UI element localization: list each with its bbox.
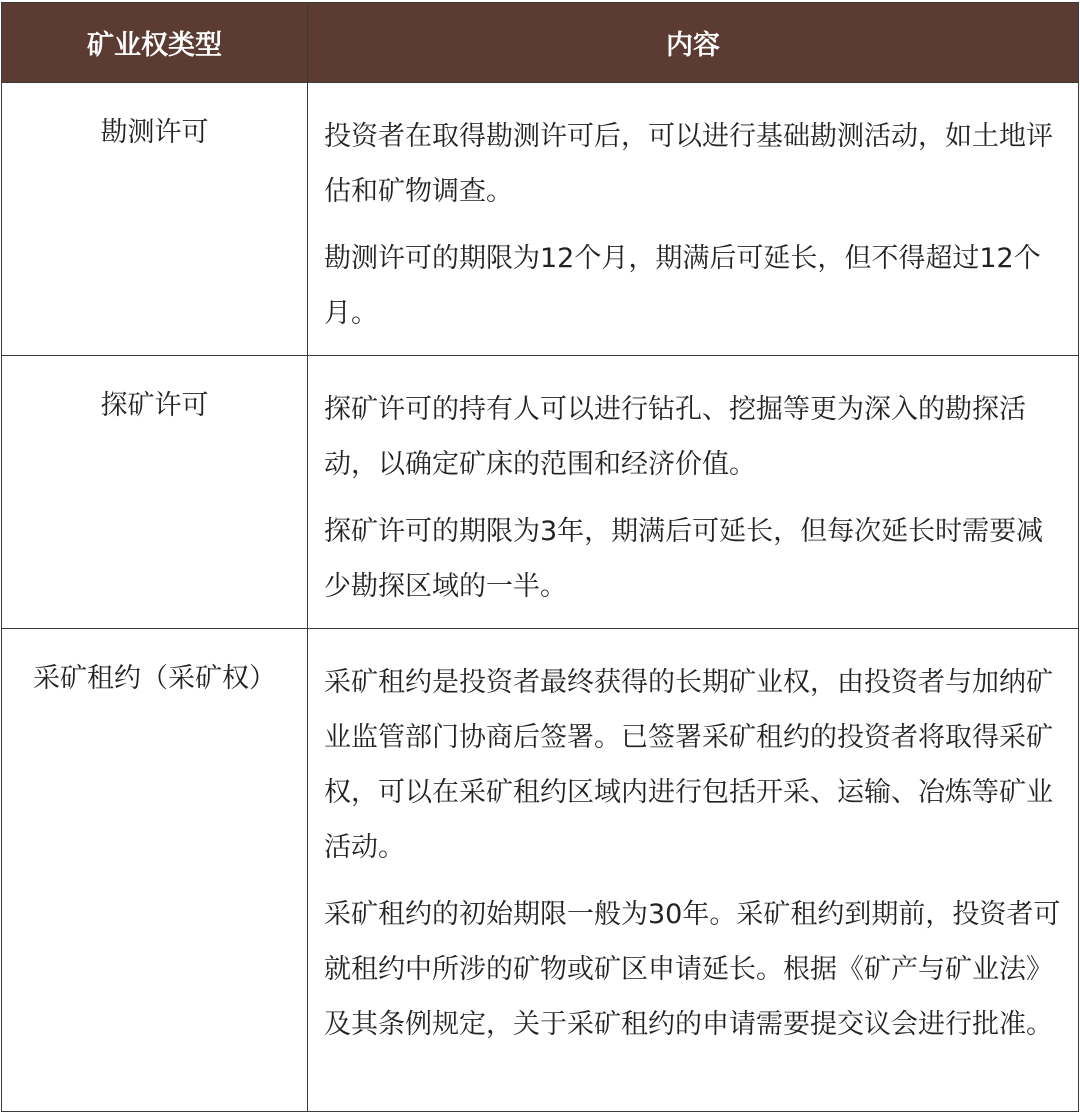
- type-cell: 勘测许可: [2, 83, 308, 356]
- header-type: 矿业权类型: [2, 3, 308, 83]
- header-row: [2, 3, 1079, 83]
- content-paragraph: 探矿许可的持有人可以进行钻孔、挖掘等更为深入的勘探活动，以确定矿床的范围和经济价值。: [324, 394, 1026, 480]
- content-paragraph: 采矿租约是投资者最终获得的长期矿业权，由投资者与加纳矿业监管部门协商后签署。已签署采矿租约的投资者将取得采矿权，可以在采矿租约区域内进行包括开采、运输、冶炼等矿业活动。: [324, 667, 1053, 863]
- table-row: [2, 629, 1079, 1112]
- content-paragraph: 探矿许可的期限为3年，期满后可延长，但每次延长时需要减少勘探区域的一半。: [324, 516, 1044, 602]
- content-cell: [308, 629, 1079, 1112]
- content-cell: [308, 356, 1079, 629]
- mining-rights-table: [1, 2, 1079, 1112]
- type-cell: 探矿许可: [2, 356, 308, 629]
- table-row: [2, 356, 1079, 629]
- content-cell: [308, 83, 1079, 356]
- content-paragraph: 采矿租约的初始期限一般为30年。采矿租约到期前，投资者可就租约中所涉的矿物或矿区申请延长。根据《矿产与矿业法》及其条例规定，关于采矿租约的申请需要提交议会进行批准。: [324, 899, 1061, 1040]
- content-paragraph: 勘测许可的期限为12个月，期满后可延长，但不得超过12个月。: [324, 243, 1041, 329]
- table-row: [2, 83, 1079, 356]
- content-paragraph: 投资者在取得勘测许可后，可以进行基础勘测活动，如土地评估和矿物调查。: [324, 121, 1053, 207]
- table-header: [2, 3, 1079, 83]
- header-content: 内容: [308, 3, 1079, 83]
- type-cell: 采矿租约（采矿权）: [2, 629, 308, 1112]
